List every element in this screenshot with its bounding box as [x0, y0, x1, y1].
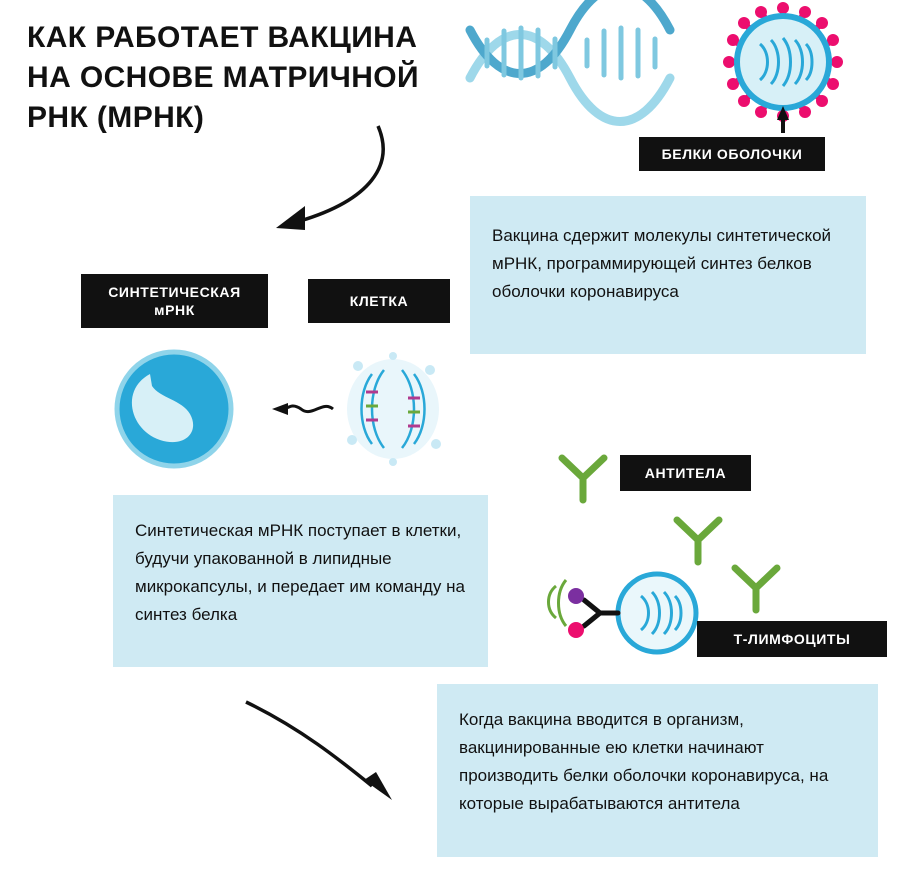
label-envelope-proteins: БЕЛКИ ОБОЛОЧКИ	[639, 137, 825, 171]
wavy-arrow-icon	[272, 403, 333, 415]
rna-helix-icon	[470, 0, 670, 122]
label-synthetic-mrna: СИНТЕТИЧЕСКАЯ мРНК	[81, 274, 268, 328]
cell-icon	[117, 352, 231, 466]
curved-arrow-icon	[276, 126, 383, 230]
page-title: КАК РАБОТАЕТ ВАКЦИНА НА ОСНОВЕ МАТРИЧНОЙ РНК (МРНК)	[27, 21, 419, 134]
coronavirus-icon	[723, 2, 843, 122]
label-antibodies: АНТИТЕЛА	[620, 455, 751, 491]
label-cell: КЛЕТКА	[308, 279, 450, 323]
label-t-lymphocytes: Т-ЛИМФОЦИТЫ	[697, 621, 887, 657]
t-lymphocyte-icon	[549, 574, 697, 652]
curved-arrow-icon	[246, 702, 392, 800]
description-box-2	[113, 495, 488, 667]
lipid-microcapsule-icon	[347, 352, 441, 466]
description-box-2-text: Синтетическая мРНК поступает в клетки, будучи упакованной в липидные микрокапсулы, и передает им команду на синтез белка	[135, 521, 465, 624]
description-box-3-text: Когда вакцина вводится в организм, вакцинированные ею клетки начинают производить белки оболочки коронавируса, на которые вырабатываются антитела	[459, 710, 829, 813]
description-box-1	[470, 196, 866, 354]
description-box-3	[437, 684, 878, 857]
description-box-1-text: Вакцина сдержит молекулы синтетической мРНК, программирующей синтез белков оболочки коронавируса	[492, 226, 832, 301]
